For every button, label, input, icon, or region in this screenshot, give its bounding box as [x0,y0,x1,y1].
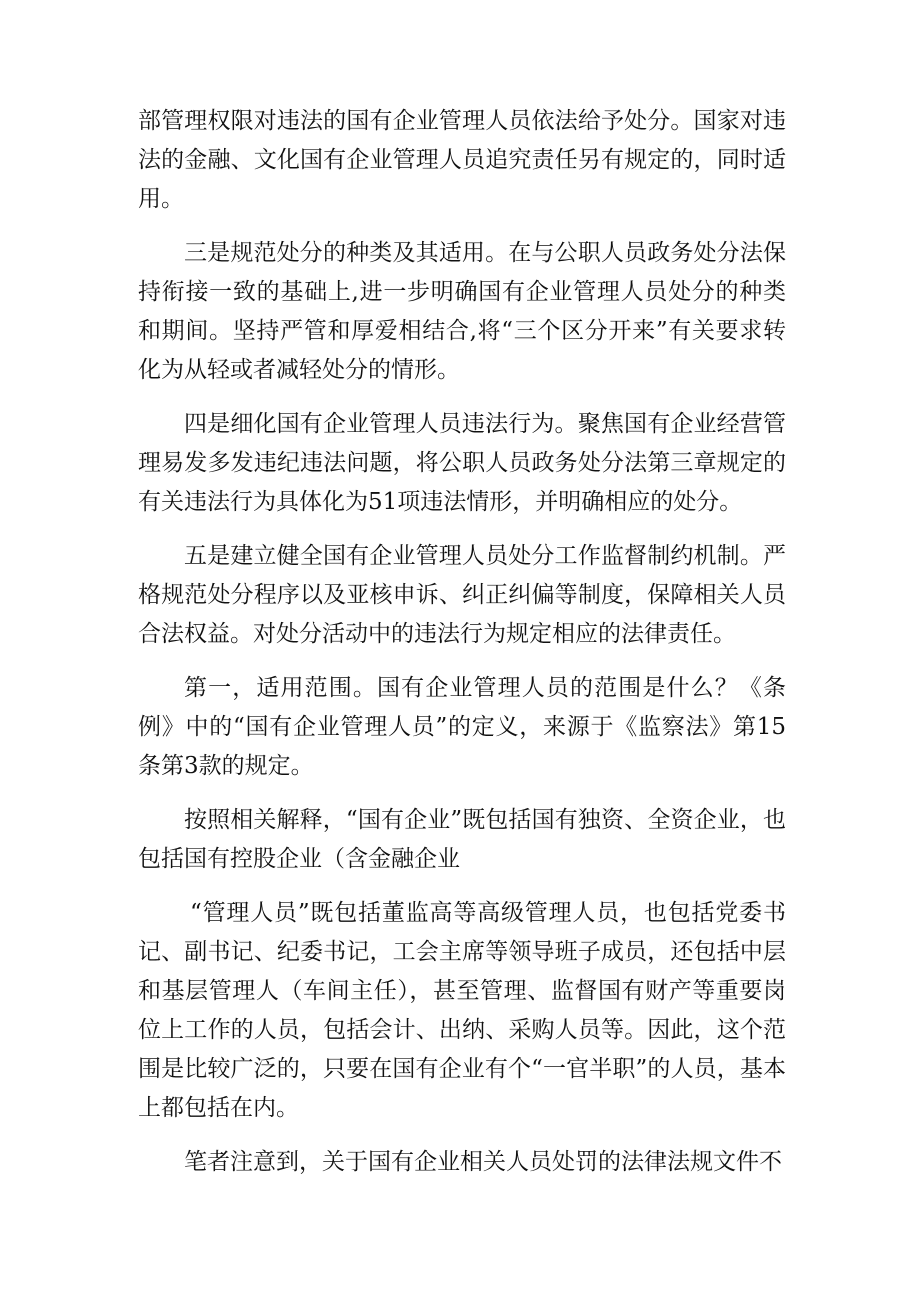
document-body [138,102,786,1197]
paragraph-scope: 第一，适用范围。国有企业管理人员的范围是什么？《条例》中的“国有企业管理人员”的定义，来源于《监察法》第15条第3款的规定。 [138,675,786,779]
paragraph-continuation: 部管理权限对违法的国有企业管理人员依法给予处分。国家对违法的金融、文化国有企业管理人员追究责任另有规定的，同时适用。 [138,108,786,212]
paragraph-point-four: 四是细化国有企业管理人员违法行为。聚焦国有企业经营管理易发多发违纪违法问题，将公职人员政务处分法第三章规定的有关违法行为具体化为51项违法情形，并明确相应的处分。 [138,411,786,515]
paragraph-author-note: 笔者注意到，关于国有企业相关人员处罚的法律法规文件不 [184,1149,782,1175]
paragraph-manager-definition: “管理人员”既包括董监高等高级管理人员，也包括党委书记、副书记、纪委书记，工会主席等领导班子成员，还包括中层和基层管理人（车间主任），甚至管理、监督国有财产等重要岗位上工作的人员，包括会计、出纳、采购人员等。因此，这个范围是比较广泛的，只要在国有企业有个“一官半职”的人员，基本上都包括在内。 [138,900,786,1121]
paragraph-soe-definition: 按照相关解释，“国有企业”既包括国有独资、全资企业，也包括国有控股企业（含金融企业 [138,807,786,872]
paragraph-point-five: 五是建立健全国有企业管理人员处分工作监督制约机制。严格规范处分程序以及亚核申诉、纠正纠偏等制度，保障相关人员合法权益。对处分活动中的违法行为规定相应的法律责任。 [138,543,786,647]
paragraph-point-three: 三是规范处分的种类及其适用。在与公职人员政务处分法保持衔接一致的基础上,进一步明确国有企业管理人员处分的种类和期间。坚持严管和厚爱相结合,将“三个区分开来”有关要求转化为从轻或者减轻处分的情形。 [138,240,786,383]
